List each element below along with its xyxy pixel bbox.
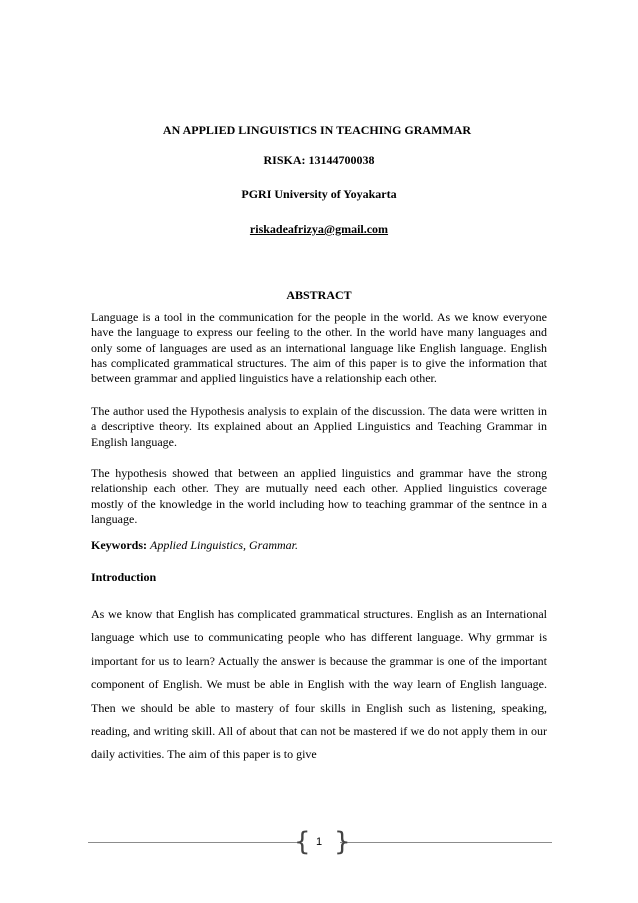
keywords-value: Applied Linguistics, Grammar.: [150, 538, 299, 552]
abstract-paragraph-3: The hypothesis showed that between an applied linguistics and grammar have the strong relationship each other. They are mutually need each other. Applied linguistics coverage mostly of the knowledge in the world including how to teaching grammar of the sentnce in a language.: [91, 466, 547, 526]
abstract-paragraph-2: The author used the Hypothesis analysis to explain of the discussion. The data were written in a descriptive theory. Its explained about an Applied Linguistics and Teaching Grammar in English language.: [91, 404, 547, 449]
paper-title: AN APPLIED LINGUISTICS IN TEACHING GRAMMAR: [162, 123, 472, 137]
email-line: [0, 222, 638, 236]
footer-brace-right: }: [334, 827, 351, 857]
abstract-heading: ABSTRACT: [286, 288, 352, 302]
introduction-heading: Introduction: [91, 570, 157, 584]
keywords-label: Keywords:: [91, 538, 147, 552]
footer-brace-left: {: [294, 827, 311, 857]
keywords-line: [91, 538, 298, 553]
abstract-paragraph-1: Language is a tool in the communication for the people in the world. As we know everyone have the language to express our feeling to the other. In the world have many languages and only some of languages are used as an international language like English language. English has complicated grammatical structures. The aim of this paper is to give the information that between grammar and applied linguistics have a relationship each other.: [91, 310, 547, 386]
footer-rule-right: [340, 842, 552, 843]
page-number: 1: [315, 836, 323, 848]
institution: PGRI University of Yoyakarta: [241, 187, 397, 201]
introduction-text: As we know that English has complicated grammatical structures. English as an International language which use to communicating people who has different language. Why grmmar is important for us to learn? Actually the answer is because the grammar is one of the important component of English. We must be able in English with the way learn of English language. Then we should be able to mastery of four skills in English such as listening, speaking, reading, and writing skill. All of about that can not be mastered if we do not apply them in our daily activities. The aim of this paper is to give: [91, 607, 547, 762]
footer-rule-left: [88, 842, 298, 843]
author-line: RISKA: 13144700038: [263, 153, 375, 167]
email-link[interactable]: riskadeafrizya@gmail.com: [249, 222, 389, 236]
